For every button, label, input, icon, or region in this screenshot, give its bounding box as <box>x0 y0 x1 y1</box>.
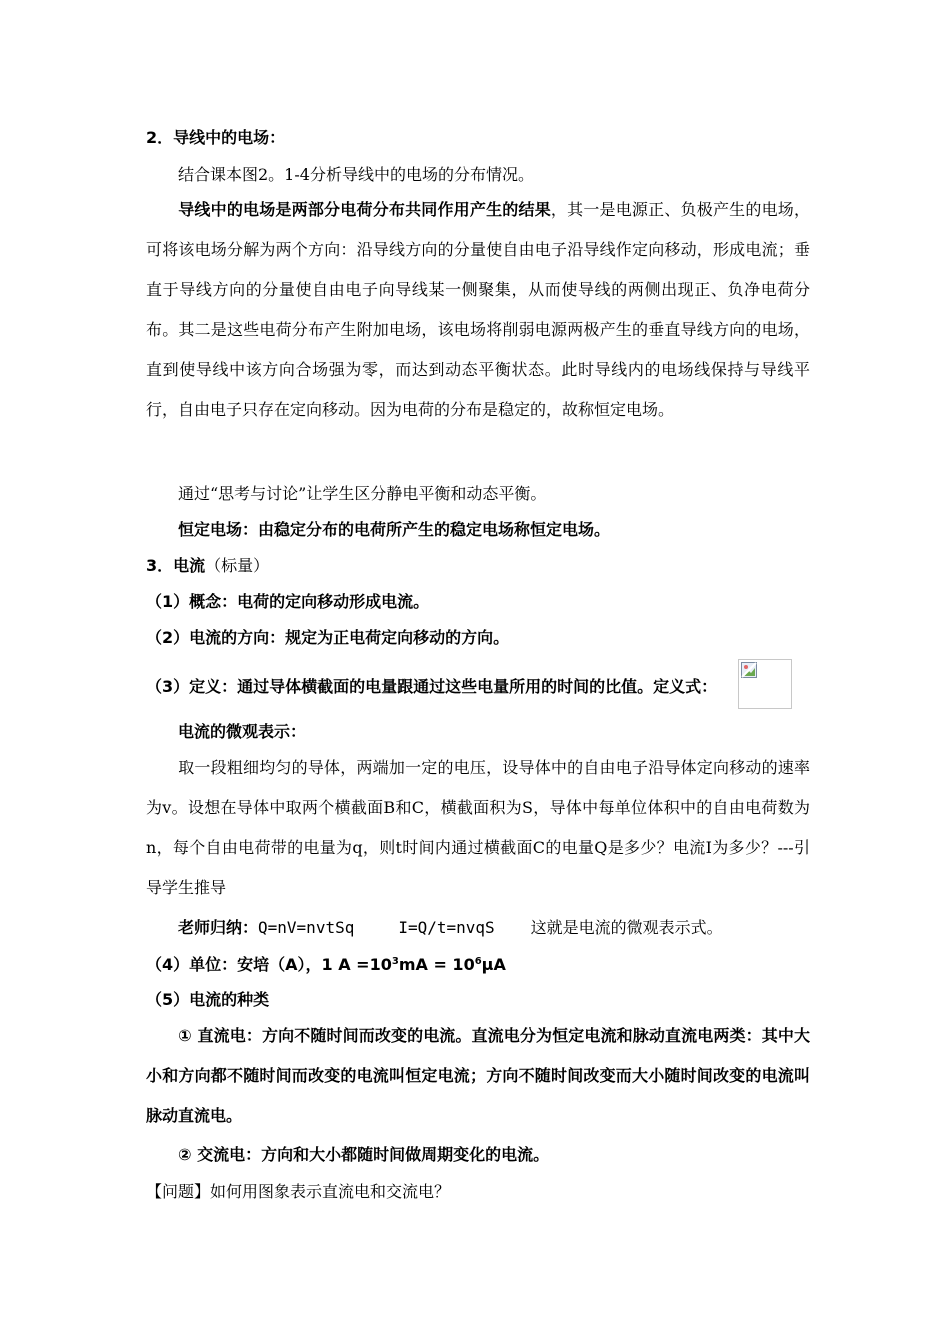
constant-field-definition: 恒定电场：由稳定分布的电荷所产生的稳定电场称恒定电场。 <box>178 520 611 539</box>
question-line: 【问题】如何用图象表示直流电和交流电？ <box>146 1182 451 1201</box>
summary-formula-i: I=Q/t=nvqS <box>398 918 495 937</box>
section-2-paragraph <box>146 190 810 430</box>
unit-exponent-1: 3 <box>391 956 399 967</box>
micro-representation-text <box>146 748 810 908</box>
section-3-title: 3．电流 <box>146 556 206 575</box>
unit-text-a: （4）单位：安培（A），1 A =10 <box>146 955 392 974</box>
item-2-direction: （2）电流的方向：规定为正电荷定向移动的方向。 <box>146 628 510 647</box>
section-3-heading <box>146 556 269 576</box>
summary-note: 这就是电流的微观表示式。 <box>530 918 723 937</box>
item-3-definition: （3）定义：通过导体横截面的电量跟通过这些电量所用的时间的比值。定义式： <box>146 677 718 696</box>
paragraph-body: ，其一是电源正、负极产生的电场，可将该电场分解为两个方向：沿导线方向的分量使自由电子沿导线作定向移动，形成电流；垂直于导线方向的分量使自由电子向导线某一侧聚集，从而使导线的两侧出现正、负净电荷分布。其二是这些电荷分布产生附加电场，该电场将削弱电源两极产生的垂直导线方向的电场，直到使导线中该方向合场强为零，而达到动态平衡状态。此时导线内的电场线保持与导线平行，自由电子只存在定向移动。因为电荷的分布是稳定的，故称恒定电场。 <box>146 200 810 419</box>
teacher-summary <box>178 918 723 938</box>
formula-image-placeholder <box>738 659 792 709</box>
section-3-note: （标量） <box>205 556 270 575</box>
micro-representation-heading: 电流的微观表示： <box>178 722 307 741</box>
summary-formula-q: Q=nV=nvtSq <box>258 918 355 937</box>
micro-text-body: 取一段粗细均匀的导体，两端加一定的电压，设导体中的自由电子沿导体定向移动的速率为v。设想在导体中取两个横截面B和C，横截面积为S，导体中每单位体积中的自由电荷数为n，每个自由电荷带的电量为q，则t时间内通过横截面C的电量Q是多少？电流I为多少？---引导学生推导 <box>146 758 810 897</box>
item-4-unit <box>146 955 506 975</box>
unit-text-b: mA = 10 <box>398 955 475 974</box>
discussion-note: 通过“思考与讨论”让学生区分静电平衡和动态平衡。 <box>178 484 547 503</box>
unit-exponent-2: 6 <box>474 956 482 967</box>
item-1-concept: （1）概念：电荷的定向移动形成电流。 <box>146 592 430 611</box>
direct-current-paragraph <box>146 1016 810 1136</box>
direct-current-text: ① 直流电：方向不随时间而改变的电流。直流电分为恒定电流和脉动直流电两类：其中大小和方向都不随时间而改变的电流叫恒定电流；方向不随时间改变而大小随时间改变的电流叫脉动直流电。 <box>146 1026 810 1125</box>
item-5-types: （5）电流的种类 <box>146 990 270 1009</box>
section-2-heading: 2．导线中的电场： <box>146 128 286 147</box>
summary-label: 老师归纳： <box>178 918 259 937</box>
paragraph-bold-lead: 导线中的电场是两部分电荷分布共同作用产生的结果 <box>178 200 551 219</box>
alternating-current-line: ② 交流电：方向和大小都随时间做周期变化的电流。 <box>178 1145 550 1164</box>
unit-text-c: μA <box>481 955 506 974</box>
section-2-intro: 结合课本图2。1-4分析导线中的电场的分布情况。 <box>178 165 534 184</box>
broken-image-icon <box>741 662 757 678</box>
